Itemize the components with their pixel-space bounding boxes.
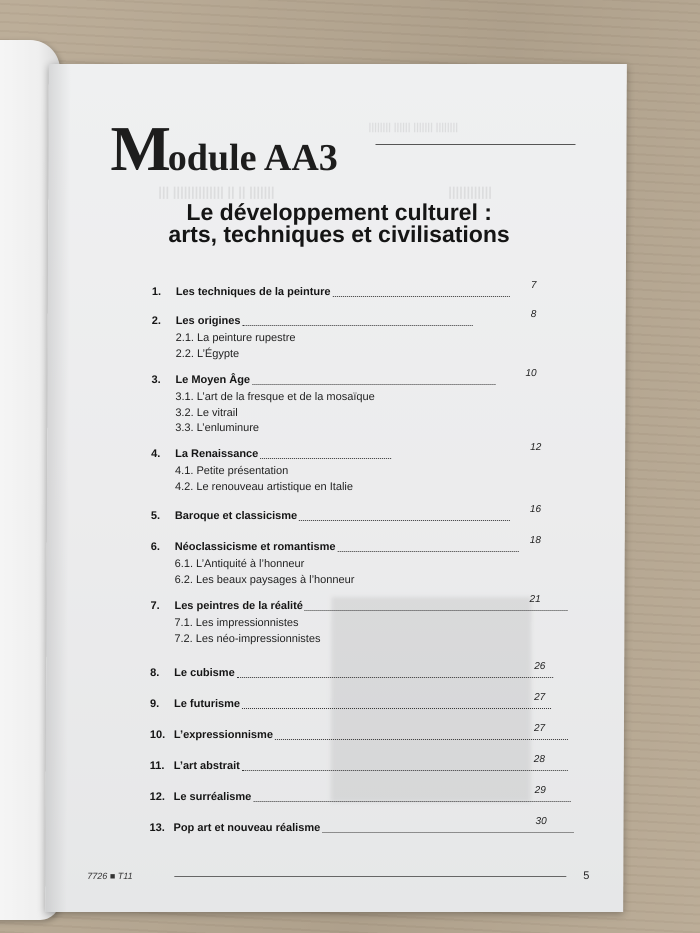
toc-entry-number: 3. xyxy=(151,374,161,386)
toc-subentry: 7.1. Les impressionnistes xyxy=(174,617,299,629)
toc-entry-title: Le futurisme xyxy=(174,698,241,710)
toc-entry-page: 26 xyxy=(534,661,546,672)
toc-entry-number: 8. xyxy=(150,667,160,679)
page-gutter-shadow xyxy=(45,64,71,912)
toc-entry-title: Les origines xyxy=(175,315,241,327)
toc-entry xyxy=(149,723,570,749)
toc-entry-page: 29 xyxy=(534,785,546,796)
toc-entry-page: 16 xyxy=(529,504,542,515)
toc-entry xyxy=(149,816,569,842)
toc-leader-dots xyxy=(237,677,553,678)
toc-entry-page: 21 xyxy=(529,594,541,605)
toc-entry-title: Les techniques de la peinture xyxy=(175,286,331,298)
show-through-text: ||| |||||||||||||| || || ||||||| xyxy=(158,184,275,199)
toc-leader-dots xyxy=(260,458,391,459)
toc-subentry: 6.2. Les beaux paysages à l’honneur xyxy=(174,573,355,586)
toc-leader-dots xyxy=(275,739,568,740)
toc-leader-dots xyxy=(322,832,573,833)
toc-entry-number: 11. xyxy=(149,760,165,772)
toc-entry-page: 8 xyxy=(530,309,537,320)
toc-entry-title: Pop art et nouveau réalisme xyxy=(173,822,321,834)
toc-entry xyxy=(149,754,570,780)
module-title xyxy=(110,112,338,186)
footer-rule xyxy=(174,876,566,877)
toc-entry-number: 7. xyxy=(150,600,160,612)
toc-subentry: 2.2. L’Égypte xyxy=(175,347,240,360)
toc-entry-number: 10. xyxy=(149,729,166,741)
toc-leader-dots xyxy=(304,610,567,611)
toc-leader-dots xyxy=(299,520,510,521)
toc-subentry: 3.1. L’art de la fresque et de la mosaïque xyxy=(175,391,375,403)
toc-subentry: 2.1. La peinture rupestre xyxy=(175,332,296,344)
toc-entry xyxy=(150,504,571,530)
toc-entry-title: Baroque et classicisme xyxy=(174,510,298,522)
toc-entry-title: Le surréalisme xyxy=(173,791,252,803)
toc-subentry: 4.2. Le renouveau artistique en Italie xyxy=(174,480,354,493)
toc-entry-page: 28 xyxy=(533,754,545,765)
toc-entry-title: L’expressionnisme xyxy=(173,729,273,741)
toc-entry-title: La Renaissance xyxy=(175,448,259,460)
toc-subentry: 6.1. L’Antiquité à l’honneur xyxy=(174,558,305,570)
toc-entry xyxy=(149,785,570,811)
toc-entry-page: 30 xyxy=(535,816,547,827)
toc-entry-page: 27 xyxy=(533,723,546,734)
toc-leader-dots xyxy=(242,770,568,771)
toc-entry xyxy=(150,661,570,687)
toc-entry-title: Néoclassicisme et romantisme xyxy=(174,541,336,553)
toc-entry-title: Le cubisme xyxy=(174,667,235,679)
toc-entry-page: 10 xyxy=(525,368,537,379)
toc-leader-dots xyxy=(338,551,519,552)
toc-leader-dots xyxy=(252,384,495,385)
toc-entry-title: Le Moyen Âge xyxy=(175,374,251,386)
footer-page-number: 5 xyxy=(583,870,590,882)
booklet-page xyxy=(45,64,627,912)
toc-entry-title: Les peintres de la réalité xyxy=(174,600,303,612)
toc-entry-number: 2. xyxy=(151,315,161,327)
toc-entry-page: 18 xyxy=(529,535,541,546)
heading-line-1: Le développement culturel : xyxy=(186,199,492,225)
toc-leader-dots xyxy=(254,801,571,802)
footer-reference: 7726 ■ T11 xyxy=(87,871,133,881)
toc-entry-number: 12. xyxy=(149,791,165,803)
module-label: odule AA3 xyxy=(167,137,338,179)
toc-leader-dots xyxy=(243,325,473,326)
toc-entry-page: 7 xyxy=(530,280,537,291)
heading-line-2: arts, techniques et civilisations xyxy=(168,221,510,247)
toc-entry-number: 4. xyxy=(151,448,161,460)
show-through-text: |||||||| |||||| ||||||| |||||||| xyxy=(368,122,459,133)
toc-entry-page: 27 xyxy=(534,692,546,703)
toc-entry-number: 9. xyxy=(150,698,160,710)
show-through-text: |||||||||||| xyxy=(448,184,492,199)
toc-entry-title: L’art abstrait xyxy=(173,760,240,772)
toc-entry-page: 12 xyxy=(530,442,542,453)
toc-entry-number: 1. xyxy=(151,286,162,298)
toc-leader-dots xyxy=(242,708,551,709)
toc-subentry: 3.3. L’enluminure xyxy=(175,422,260,434)
toc-entry-number: 5. xyxy=(150,510,161,522)
toc-subentry: 3.2. Le vitrail xyxy=(175,406,238,419)
toc-entry xyxy=(150,692,570,718)
toc-leader-dots xyxy=(333,296,510,297)
toc-entry xyxy=(151,280,572,306)
toc-entry-number: 6. xyxy=(150,541,160,553)
module-initial: M xyxy=(110,113,171,184)
toc-subentry: 4.1. Petite présentation xyxy=(175,465,289,477)
toc-subentry: 7.2. Les néo-impressionnistes xyxy=(174,632,321,645)
toc-entry-number: 13. xyxy=(149,822,165,834)
title-rule xyxy=(375,144,575,145)
